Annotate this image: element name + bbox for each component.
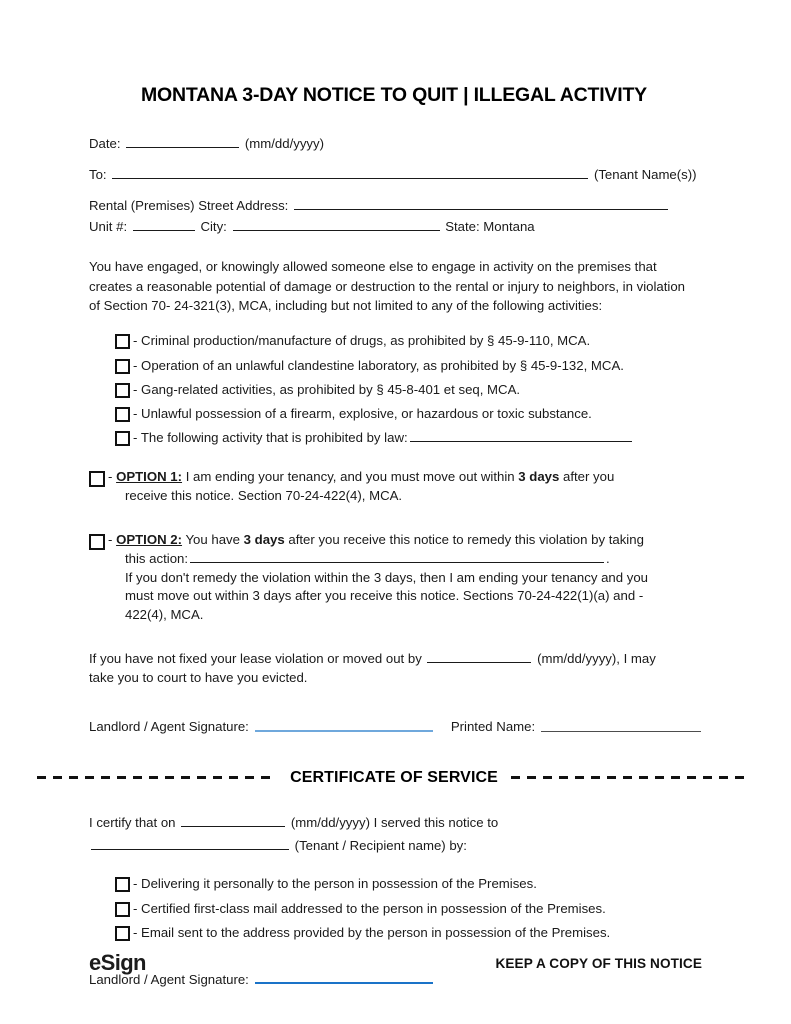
- certificate-title: CERTIFICATE OF SERVICE: [290, 768, 498, 786]
- activity-label: - Unlawful possession of a firearm, explosive, or hazardous or toxic substance.: [133, 405, 592, 421]
- keep-copy-notice: KEEP A COPY OF THIS NOTICE: [495, 955, 702, 971]
- certify-text-a: I certify that on: [89, 814, 176, 830]
- option-2-days: 3 days: [243, 532, 285, 548]
- date-format-hint: (mm/dd/yyyy): [244, 136, 324, 151]
- street-address-label: Rental (Premises) Street Address:: [89, 197, 289, 213]
- document-content: [89, 84, 699, 987]
- certificate-of-service-header: [89, 769, 699, 787]
- option-2-line4: must move out within 3 days after you receive this notice. Sections 70-24-422(1)(a) and -: [125, 588, 644, 604]
- delivery-method-label: - Delivering it personally to the person in possession of the Premises.: [133, 876, 537, 892]
- city-input-line[interactable]: [233, 219, 440, 231]
- option-1-line2: receive this notice. Section 70-24-422(4), MCA.: [125, 487, 403, 503]
- option-1-text-a: I am ending your tenancy, and you must move out within: [185, 469, 515, 485]
- checkbox-icon[interactable]: [89, 471, 105, 487]
- esign-logo: eSign: [89, 950, 146, 975]
- violation-paragraph: You have engaged, or knowingly allowed someone else to engage in activity on the premises that creates a reasonable potential of damage or destruction to the rental or injury to neighbors, in violation of Section 70- 24-321(3), MCA, including but not limited to any of the following activities:: [89, 259, 685, 314]
- signature-row: [89, 718, 699, 734]
- checkbox-icon[interactable]: [115, 383, 130, 398]
- checkbox-icon[interactable]: [115, 359, 130, 374]
- option-2-label: OPTION 2:: [116, 532, 183, 548]
- option-2-action-label: this action:: [125, 551, 189, 567]
- checkbox-icon[interactable]: [115, 431, 130, 446]
- remedy-action-input-line[interactable]: [190, 551, 604, 563]
- option-2-text-a: You have: [185, 532, 240, 548]
- to-label: To:: [89, 166, 107, 182]
- option-1-block[interactable]: [89, 468, 699, 505]
- checkbox-icon[interactable]: [115, 407, 130, 422]
- closing-text-a: If you have not fixed your lease violation or moved out by: [89, 650, 422, 666]
- list-item[interactable]: [115, 875, 699, 892]
- list-item[interactable]: [115, 357, 699, 374]
- page-footer: [89, 950, 702, 976]
- activity-label: - Criminal production/manufacture of drugs, as prohibited by § 45-9-110, MCA.: [133, 333, 591, 349]
- to-row: [89, 166, 699, 184]
- unit-label: Unit #:: [89, 219, 128, 235]
- delivery-method-checkbox-list: [89, 875, 699, 940]
- activities-checkbox-list: [89, 332, 699, 446]
- delivery-method-label: - Certified first-class mail addressed to the person in possession of the Premises.: [133, 900, 606, 916]
- option-2-block[interactable]: [89, 531, 699, 624]
- activity-label: - Gang-related activities, as prohibited by § 45-8-401 et seq, MCA.: [133, 381, 521, 397]
- option-2-action-line: [108, 550, 648, 569]
- option-2-text-b: after you receive this notice to remedy this violation by taking: [288, 532, 644, 548]
- closing-line2: take you to court to have you evicted.: [89, 669, 308, 685]
- list-item[interactable]: [115, 900, 699, 917]
- certificate-line2: [89, 836, 699, 856]
- checkbox-icon[interactable]: [115, 334, 130, 349]
- other-activity-input-line[interactable]: [410, 430, 632, 442]
- list-item[interactable]: [115, 429, 699, 446]
- page-title: MONTANA 3-DAY NOTICE TO QUIT | ILLEGAL ACTIVITY: [141, 84, 647, 106]
- option-1-days: 3 days: [518, 469, 560, 485]
- option-1-body: [108, 468, 614, 505]
- street-address-input-line[interactable]: [294, 197, 668, 209]
- certify-date-format: (mm/dd/yyyy) I served this notice to: [290, 814, 499, 830]
- unit-city-state-row: [89, 218, 699, 236]
- option-2-line5: 422(4), MCA.: [125, 606, 204, 622]
- recipient-name-input-line[interactable]: [91, 838, 289, 850]
- option-1-dash: -: [108, 469, 113, 485]
- checkbox-icon[interactable]: [115, 877, 130, 892]
- option-1-text-b: after you: [563, 469, 615, 485]
- list-item[interactable]: [115, 405, 699, 422]
- option-2-period: .: [606, 551, 610, 567]
- list-item[interactable]: [115, 381, 699, 398]
- checkbox-icon[interactable]: [89, 534, 105, 550]
- activity-label: - The following activity that is prohibited by law:: [133, 429, 634, 446]
- city-label: City:: [200, 219, 227, 235]
- date-label: Date:: [89, 136, 121, 151]
- service-date-input-line[interactable]: [181, 814, 285, 826]
- option-2-line3: If you don't remedy the violation within the 3 days, then I am ending your tenancy and you: [125, 569, 649, 585]
- street-address-row: [89, 197, 699, 215]
- tenant-name-input-line[interactable]: [112, 167, 588, 179]
- landlord-signature-input-line[interactable]: [255, 718, 433, 731]
- unit-input-line[interactable]: [133, 219, 195, 231]
- closing-date-format: (mm/dd/yyyy), I may: [537, 650, 656, 666]
- recipient-name-hint: (Tenant / Recipient name) by:: [294, 838, 467, 853]
- printed-name-input-line[interactable]: [541, 719, 701, 731]
- dashed-rule-right: [511, 776, 751, 778]
- printed-name-label: Printed Name:: [450, 719, 536, 735]
- landlord-signature-label: Landlord / Agent Signature:: [89, 719, 249, 735]
- eviction-warning-paragraph: [89, 649, 699, 688]
- state-label: State: Montana: [445, 219, 535, 235]
- deadline-date-input-line[interactable]: [427, 650, 531, 662]
- dashed-rule-left: [37, 776, 277, 778]
- checkbox-icon[interactable]: [115, 902, 130, 917]
- activity-label: - Operation of an unlawful clandestine laboratory, as prohibited by § 45-9-132, MCA.: [133, 357, 624, 373]
- list-item[interactable]: [115, 924, 699, 941]
- certificate-body: [89, 813, 699, 857]
- option-1-label: OPTION 1:: [116, 469, 183, 485]
- date-row: [89, 135, 699, 153]
- date-input-line[interactable]: [126, 136, 239, 148]
- option-2-body: [108, 531, 648, 624]
- delivery-method-label: - Email sent to the address provided by the person in possession of the Premises.: [133, 924, 611, 940]
- tenant-name-hint: (Tenant Name(s)): [593, 166, 697, 182]
- list-item[interactable]: [115, 332, 699, 349]
- option-2-dash: -: [108, 532, 113, 548]
- checkbox-icon[interactable]: [115, 926, 130, 941]
- certificate-signature-label: Landlord / Agent Signature:: [89, 972, 249, 988]
